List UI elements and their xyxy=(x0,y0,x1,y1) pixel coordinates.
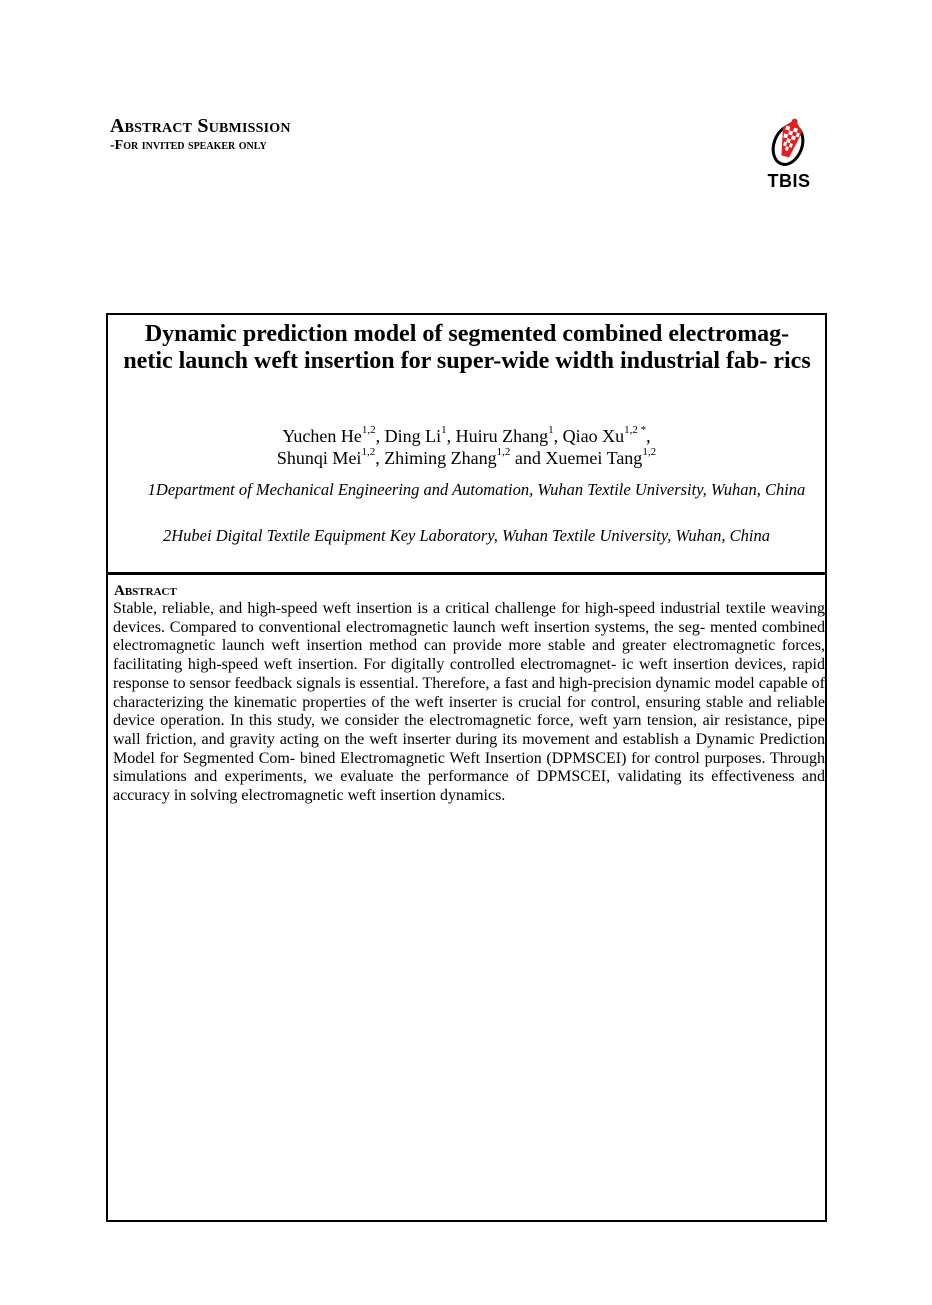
affiliation-2-text: 2Hubei Digital Textile Equipment Key Laboratory, Wuhan Textile University, Wuhan, China xyxy=(163,526,770,545)
title-box xyxy=(106,313,827,575)
affiliation-2 xyxy=(108,526,825,545)
author-affil-sup: 1,2 * xyxy=(624,424,647,436)
author-name: Huiru Zhang xyxy=(455,426,549,446)
author-name: Yuchen He xyxy=(282,426,362,446)
author-separator: , xyxy=(646,426,651,446)
author-affil-sup: 1,2 xyxy=(361,446,376,458)
author-separator: , xyxy=(375,426,385,446)
affiliation-1 xyxy=(108,480,825,499)
abstract-heading: Abstract xyxy=(114,583,177,599)
author-name: Xuemei Tang xyxy=(545,448,643,468)
author-name: Shunqi Mei xyxy=(276,448,362,468)
submission-header xyxy=(110,114,291,154)
author-affil-sup: 1,2 xyxy=(642,446,657,458)
author-separator: and xyxy=(510,448,546,468)
author-name: Zhiming Zhang xyxy=(384,448,497,468)
author-separator: , xyxy=(375,448,385,468)
author-affil-sup: 1,2 xyxy=(361,424,376,436)
tbis-logo xyxy=(756,113,822,193)
paper-title: Dynamic prediction model of segmented combined electromag- netic launch weft insertion for super-wide width industrial fab- rics xyxy=(123,321,811,374)
author-name: Ding Li xyxy=(384,426,442,446)
author-line xyxy=(108,447,825,469)
author-line xyxy=(108,425,825,447)
author-affil-sup: 1,2 xyxy=(496,446,511,458)
abstract-box xyxy=(106,575,827,1222)
author-name: Qiao Xu xyxy=(562,426,625,446)
author-list xyxy=(108,425,825,469)
logo-text: TBIS xyxy=(767,171,811,191)
submission-subtitle: -For invited speaker only xyxy=(110,138,267,153)
abstract-body: Stable, reliable, and high-speed weft insertion is a critical challenge for high-speed industrial textile weaving devices. Compared to conventional electromagnetic launch weft insertion systems, the seg- mented combined electromagnetic launch weft insertion method can provide more stable and greater electromagnetic forces, facilitating high-speed weft insertion. For digitally controlled electromagnet- ic weft insertion devices, rapid response to sensor feedback signals is essential. Therefore, a fast and high-precision dynamic model capable of characterizing the kinematic properties of the weft inserter is crucial for control, ensuring stable and reliable device operation. In this study, we consider the electromagnetic force, weft yarn tension, air resistance, pipe wall friction, and gravity acting on the weft inserter during its movement and establish a Dynamic Prediction Model for Segmented Com- bined Electromagnetic Weft Insertion (DPMSCEI) for control purposes. Through simulations and experiments, we evaluate the performance of DPMSCEI, validating its effectiveness and accuracy in solving electromagnetic weft insertion dynamics. xyxy=(113,600,825,805)
author-affil-sup: 1 xyxy=(548,424,554,436)
author-affil-sup: 1 xyxy=(441,424,447,436)
tbis-logo-icon xyxy=(764,113,814,169)
author-separator: , xyxy=(553,426,563,446)
submission-title: Abstract Submission xyxy=(110,115,291,137)
author-separator: , xyxy=(446,426,456,446)
affiliation-1-text: 1Department of Mechanical Engineering and Automation, Wuhan Textile University, Wuhan, China xyxy=(147,480,806,499)
